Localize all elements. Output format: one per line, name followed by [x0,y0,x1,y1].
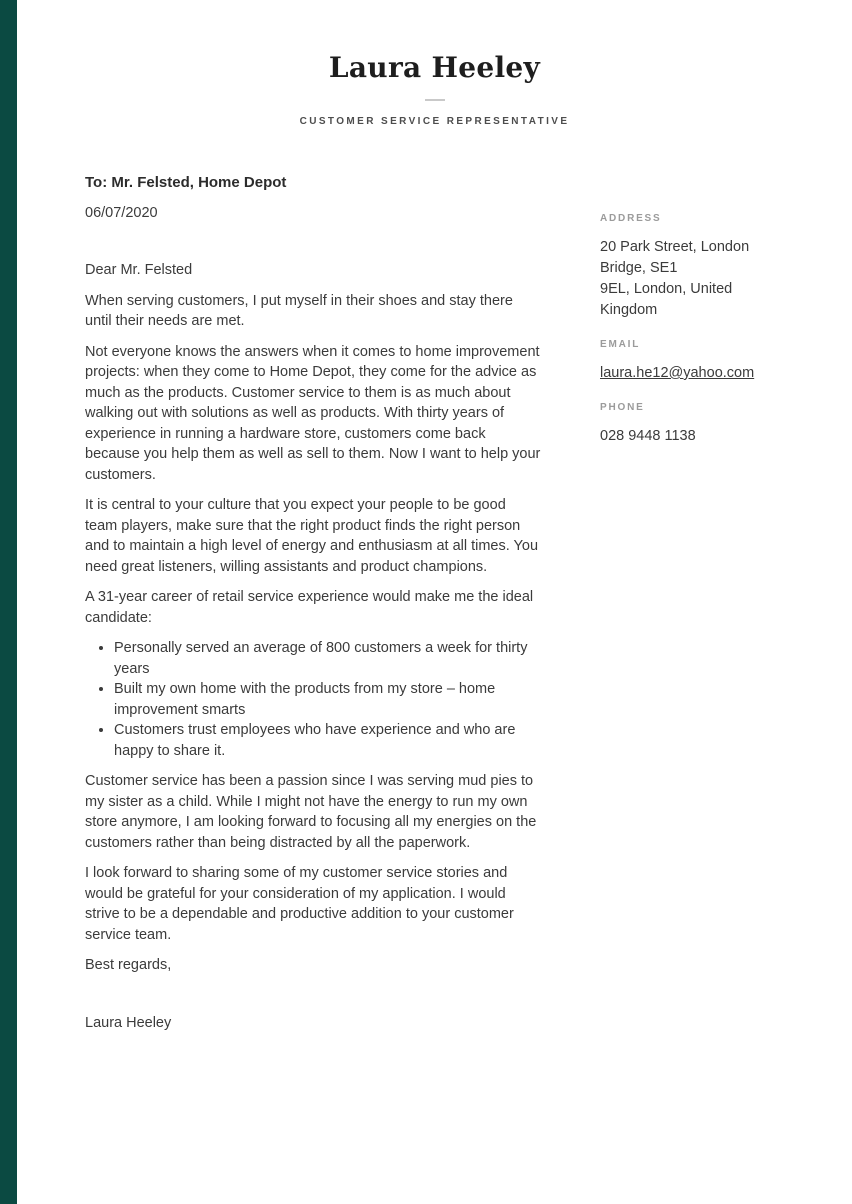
paragraph: I look forward to sharing some of my customer service stories and would be grateful for your consideration of my application. I would strive to be a dependable and productive addition to your customer service team. [85,865,514,943]
header-divider [425,99,445,101]
address-label: ADDRESS [600,213,662,224]
list-item: • Customers trust employees who have experience and who are happy to share it. [114,720,542,761]
page-title: Laura Heeley [328,51,541,84]
paragraph: Customer service has been a passion since I was serving mud pies to my sister as a child. While I might not have the energy to run my own store anymore, I am looking forward to focusing all my energies on the customers rather than being distracted by all the paperwork. [85,773,537,851]
email-link[interactable]: laura.he12@yahoo.com [600,365,755,381]
signoff: Best regards, [85,957,172,973]
bullet-list [85,638,542,761]
paragraph: A 31-year career of retail service experience would make me the ideal candidate: [85,589,534,626]
job-title: CUSTOMER SERVICE REPRESENTATIVE [299,116,570,127]
phone-label: PHONE [600,402,645,413]
address-line: 20 Park Street, London Bridge, SE1 [600,239,750,276]
list-item: • Built my own home with the products from my store – home improvement smarts [114,679,542,720]
salutation: Dear Mr. Felsted [85,262,193,278]
contact-sidebar [600,173,788,1043]
paragraph: When serving customers, I put myself in their shoes and stay there until their needs are met. [85,292,513,329]
address-line: 9EL, London, United Kingdom [600,281,733,318]
email-label: EMAIL [600,339,641,350]
phone-section [600,397,788,447]
email-section [600,334,788,384]
recipient-line: To: Mr. Felsted, Home Depot [85,174,287,191]
letter-header [0,0,852,127]
signature-name: Laura Heeley [85,1014,172,1031]
paragraph: Not everyone knows the answers when it comes to home improvement projects: when they come to Home Depot, they come for the advice as much as the products. Customer service to them is as much about walking out with solutions as well as products. With thirty years of experience in running a hardware store, customers come back because you help them as well as sell to them. Now I want to help your customers. [85,343,541,483]
paragraph: It is central to your culture that you expect your people to be good team players, make sure that the right product finds the right person and to maintain a high level of energy and enthusiasm at all times. You need great listeners, willing assistants and product champions. [85,497,539,575]
accent-stripe [0,0,17,1204]
content-area [0,173,852,1043]
letter-body [85,173,542,1043]
letter-date: 06/07/2020 [85,204,158,221]
phone-value: 028 9448 1138 [600,428,696,444]
address-section [600,208,788,321]
list-item: • Personally served an average of 800 customers a week for thirty years [114,638,542,679]
